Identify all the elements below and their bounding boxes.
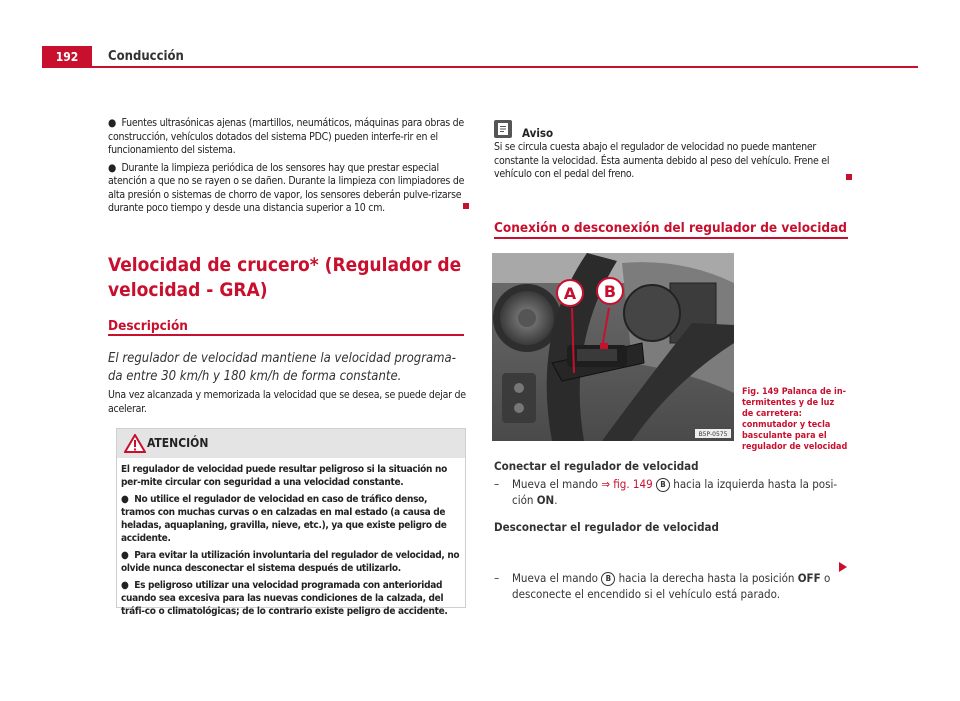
list-item: ● Es peligroso utilizar una velocidad programada con anterioridad cuando sea excesiva para las nuevas condiciones de la calzada, del tráfi-co o climatológicas; de lo contrario existe peligro de accidente. — [121, 580, 448, 617]
figure-link[interactable]: ⇒ fig. 149 — [601, 477, 653, 491]
figure-149-image — [492, 253, 734, 441]
instruction-disconnect: – Mueva el mando B hacia la derecha hasta la posición OFF o desconecte el encendido si el vehículo está parado. — [494, 571, 831, 601]
subheading-connect: Conectar el regulador de velocidad — [494, 459, 699, 473]
chapter-title: Conducción — [108, 49, 184, 64]
subsection-rule — [108, 334, 464, 336]
figure-label-b: B — [603, 282, 617, 301]
key-b-badge: B — [601, 572, 615, 586]
note-icon — [494, 120, 512, 138]
warning-box — [116, 428, 466, 617]
end-marker — [846, 174, 852, 180]
figure-code: B5P-0575 — [698, 431, 728, 438]
subheading-disconnect: Desconectar el regulador de velocidad — [494, 520, 719, 534]
bullet-list — [108, 117, 468, 220]
warning-triangle-icon — [124, 434, 146, 453]
section-rule — [494, 237, 848, 239]
section-title: Conexión o desconexión del regulador de velocidad — [494, 220, 847, 236]
warning-body — [117, 458, 465, 618]
list-item: ● Fuentes ultrasónicas ajenas (martillos, neumáticos, máquinas para obras de construcción, vehículos dotados del sistema PDC) pueden interfe-rir en el funcionamiento del sistema. — [108, 117, 464, 156]
list-item: ● Durante la limpieza periódica de los sensores hay que prestar especial atención a que no se rayen o se dañen. Durante la limpieza con limpiadores de alta presión o sistemas de chorro de vapor, los sensores deberán pulve-rizarse durante poco tiempo y desde una distancia superior a 10 cm. — [108, 161, 465, 214]
section-title: Velocidad de crucero* (Regulador de velocidad - GRA) — [108, 254, 462, 301]
warning-title: ATENCIÓN — [147, 436, 209, 450]
warning-header — [117, 429, 465, 458]
subsection-title: Descripción — [108, 318, 188, 334]
key-b-badge: B — [656, 478, 670, 492]
note-text: Si se circula cuesta abajo el regulador de velocidad no puede mantener constante la velocidad. Ésta aumenta debido al peso del vehículo. Frene el vehículo con el pedal del freno. — [494, 141, 830, 180]
lead-paragraph: El regulador de velocidad mantiene la velocidad programa- da entre 30 km/h y 180 km/h de forma constante. — [108, 351, 456, 384]
figure-caption: Fig. 149 Palanca de in-termitentes y de luz de carretera: conmutador y tecla basculante para el regulador de velocidad — [742, 387, 848, 452]
instruction-connect: – Mueva el mando ⇒ fig. 149 B hacia la izquierda hasta la posi- ción ON. — [494, 477, 838, 507]
header-rule — [92, 66, 918, 68]
end-marker — [463, 203, 469, 209]
page-number: 192 — [42, 46, 92, 68]
list-item: ● Para evitar la utilización involuntaria del regulador de velocidad, no olvide nunca desconectar el sistema después de utilizarlo. — [121, 550, 460, 574]
list-item: ● No utilice el regulador de velocidad en caso de tráfico denso, tramos con muchas curvas o en calzadas en mal estado (a causa de heladas, aquaplaning, gravilla, nieve, etc.), ya que existe peligro de accidente. — [121, 494, 447, 544]
note-title: Aviso — [522, 126, 554, 140]
body-paragraph: Una vez alcanzada y memorizada la velocidad que se desea, se puede dejar de acelerar. — [108, 389, 466, 415]
figure-label-a: A — [563, 284, 577, 303]
continue-arrow-icon — [839, 562, 847, 572]
warning-intro: El regulador de velocidad puede resultar peligroso si la situación no per-mite circular con seguridad a una velocidad constante. — [121, 464, 447, 488]
